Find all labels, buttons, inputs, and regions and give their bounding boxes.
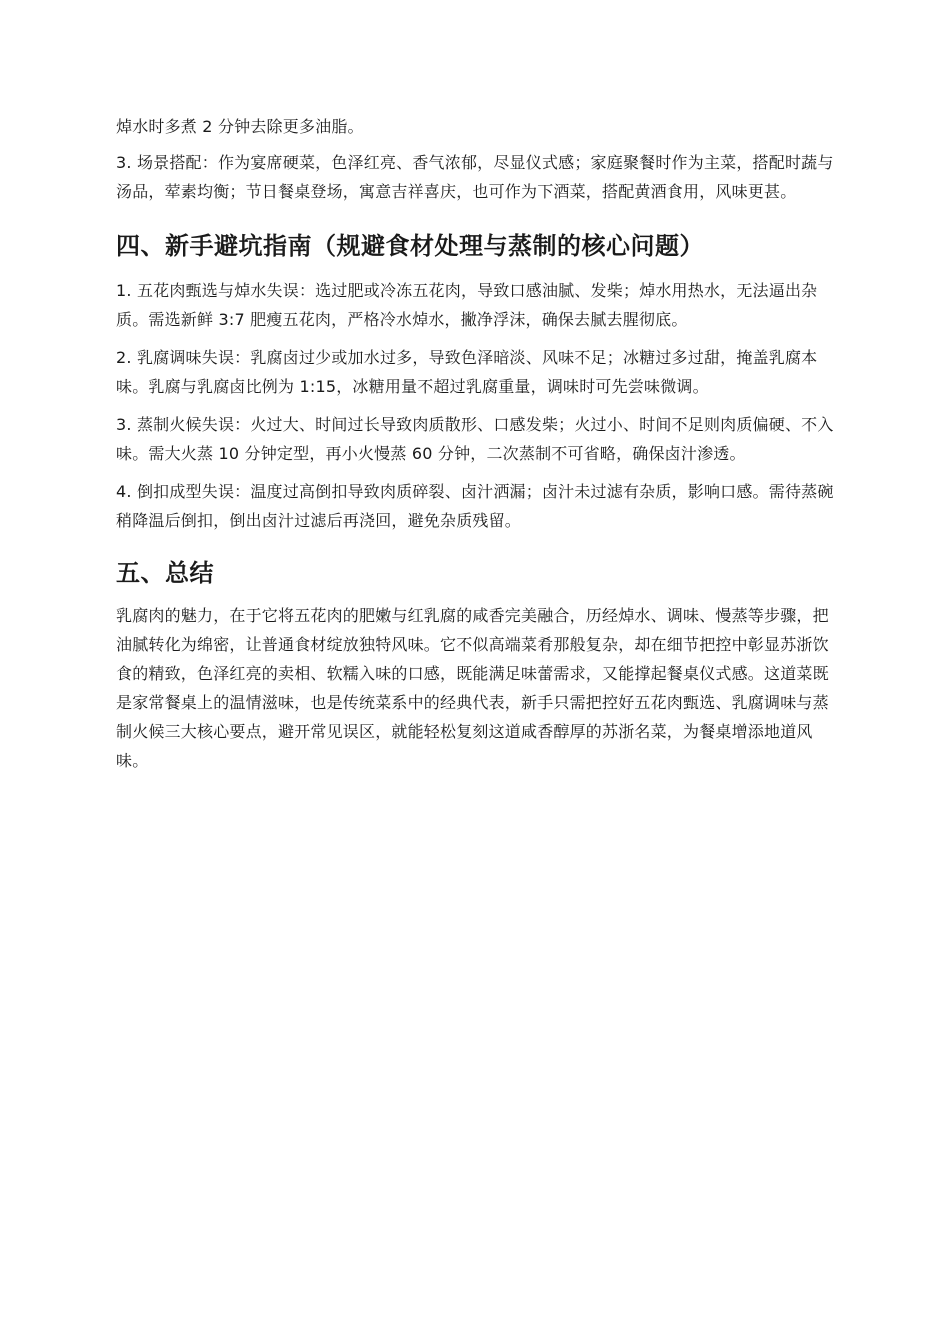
document-page xyxy=(116,112,840,784)
summary-paragraph: 乳腐肉的魅力，在于它将五花肉的肥嫩与红乳腐的咸香完美融合，历经焯水、调味、慢蒸等步骤，把油腻转化为绵密，让普通食材绽放独特风味。它不似高端菜肴那般复杂，却在细节把控中彰显苏浙饮食的精致，色泽红亮的卖相、软糯入味的口感，既能满足味蕾需求，又能撑起餐桌仪式感。这道菜既是家常餐桌上的温情滋味，也是传统菜系中的经典代表，新手只需把控好五花肉甄选、乳腐调味与蒸制火候三大核心要点，避开常见误区，就能轻松复刻这道咸香醇厚的苏浙名菜，为餐桌增添地道风味。 xyxy=(116,606,829,770)
scene-pairing-paragraph: 3. 场景搭配：作为宴席硬菜，色泽红亮、香气浓郁，尽显仪式感；家庭聚餐时作为主菜，搭配时蔬与汤品，荤素均衡；节日餐桌登场，寓意吉祥喜庆，也可作为下酒菜，搭配黄酒食用，风味更甚。 xyxy=(116,153,834,201)
section-5-heading: 五、总结 xyxy=(116,559,214,587)
pitfall-item-3: 3. 蒸制火候失误：火过大、时间过长导致肉质散形、口感发柴；火过小、时间不足则肉质偏硬、不入味。需大火蒸 10 分钟定型，再小火慢蒸 60 分钟，二次蒸制不可省略，确保卤汁渗透。 xyxy=(116,415,834,463)
section-4-heading: 四、新手避坑指南（规避食材处理与蒸制的核心问题） xyxy=(116,232,704,260)
pitfall-item-2: 2. 乳腐调味失误：乳腐卤过少或加水过多，导致色泽暗淡、风味不足；冰糖过多过甜，掩盖乳腐本味。乳腐与乳腐卤比例为 1:15，冰糖用量不超过乳腐重量，调味时可先尝味微调。 xyxy=(116,348,818,396)
pitfall-item-1: 1. 五花肉甄选与焯水失误：选过肥或冷冻五花肉，导致口感油腻、发柴；焯水用热水，无法逼出杂质。需选新鲜 3:7 肥瘦五花肉，严格冷水焯水，撇净浮沫，确保去腻去腥彻底。 xyxy=(116,281,818,329)
continued-paragraph: 焯水时多煮 2 分钟去除更多油脂。 xyxy=(116,117,364,136)
pitfall-item-4: 4. 倒扣成型失误：温度过高倒扣导致肉质碎裂、卤汁洒漏；卤汁未过滤有杂质，影响口感。需待蒸碗稍降温后倒扣，倒出卤汁过滤后再浇回，避免杂质残留。 xyxy=(116,482,834,530)
